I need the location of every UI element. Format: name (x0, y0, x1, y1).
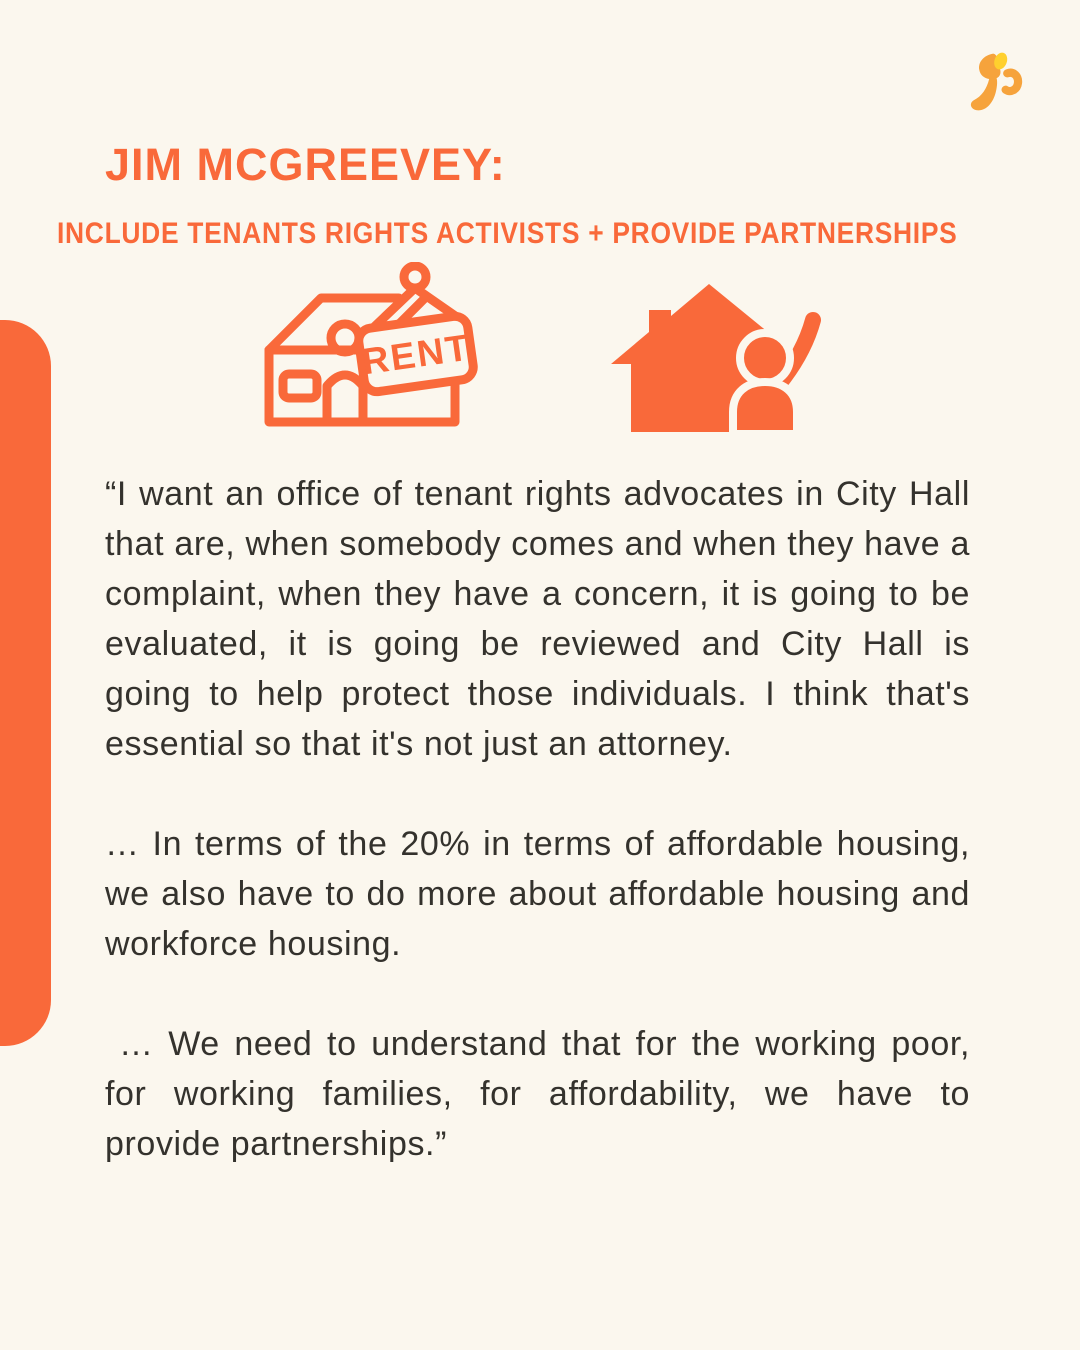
quote-paragraph-1: “I want an office of tenant rights advocates in City Hall that are, when somebody comes and when they have a complaint, when they have a concern, it is going to be evaluated, it is going be reviewed and City Hall is going to help protect those individuals. I think that's essential so that it's not just an attorney. (105, 475, 970, 763)
house-with-waving-person-icon (597, 284, 832, 434)
rent-sign-label: RENT (358, 326, 473, 383)
quote-paragraph-2: … In terms of the 20% in terms of affordable housing, we also have to do more about affordable housing and workforce housing. (105, 825, 970, 963)
quote-paragraph-3: … We need to understand that for the working poor, for working families, for affordability, we have to provide partnerships.” (105, 1025, 970, 1163)
house-with-rent-sign-icon (249, 262, 509, 434)
icons-row (0, 262, 1080, 434)
quote-text (105, 469, 970, 1219)
page-title: JIM MCGREEVEY: (105, 139, 506, 190)
page-subtitle: INCLUDE TENANTS RIGHTS ACTIVISTS + PROVIDE PARTNERSHIPS (57, 217, 958, 250)
brand-logo-icon (953, 42, 1027, 112)
